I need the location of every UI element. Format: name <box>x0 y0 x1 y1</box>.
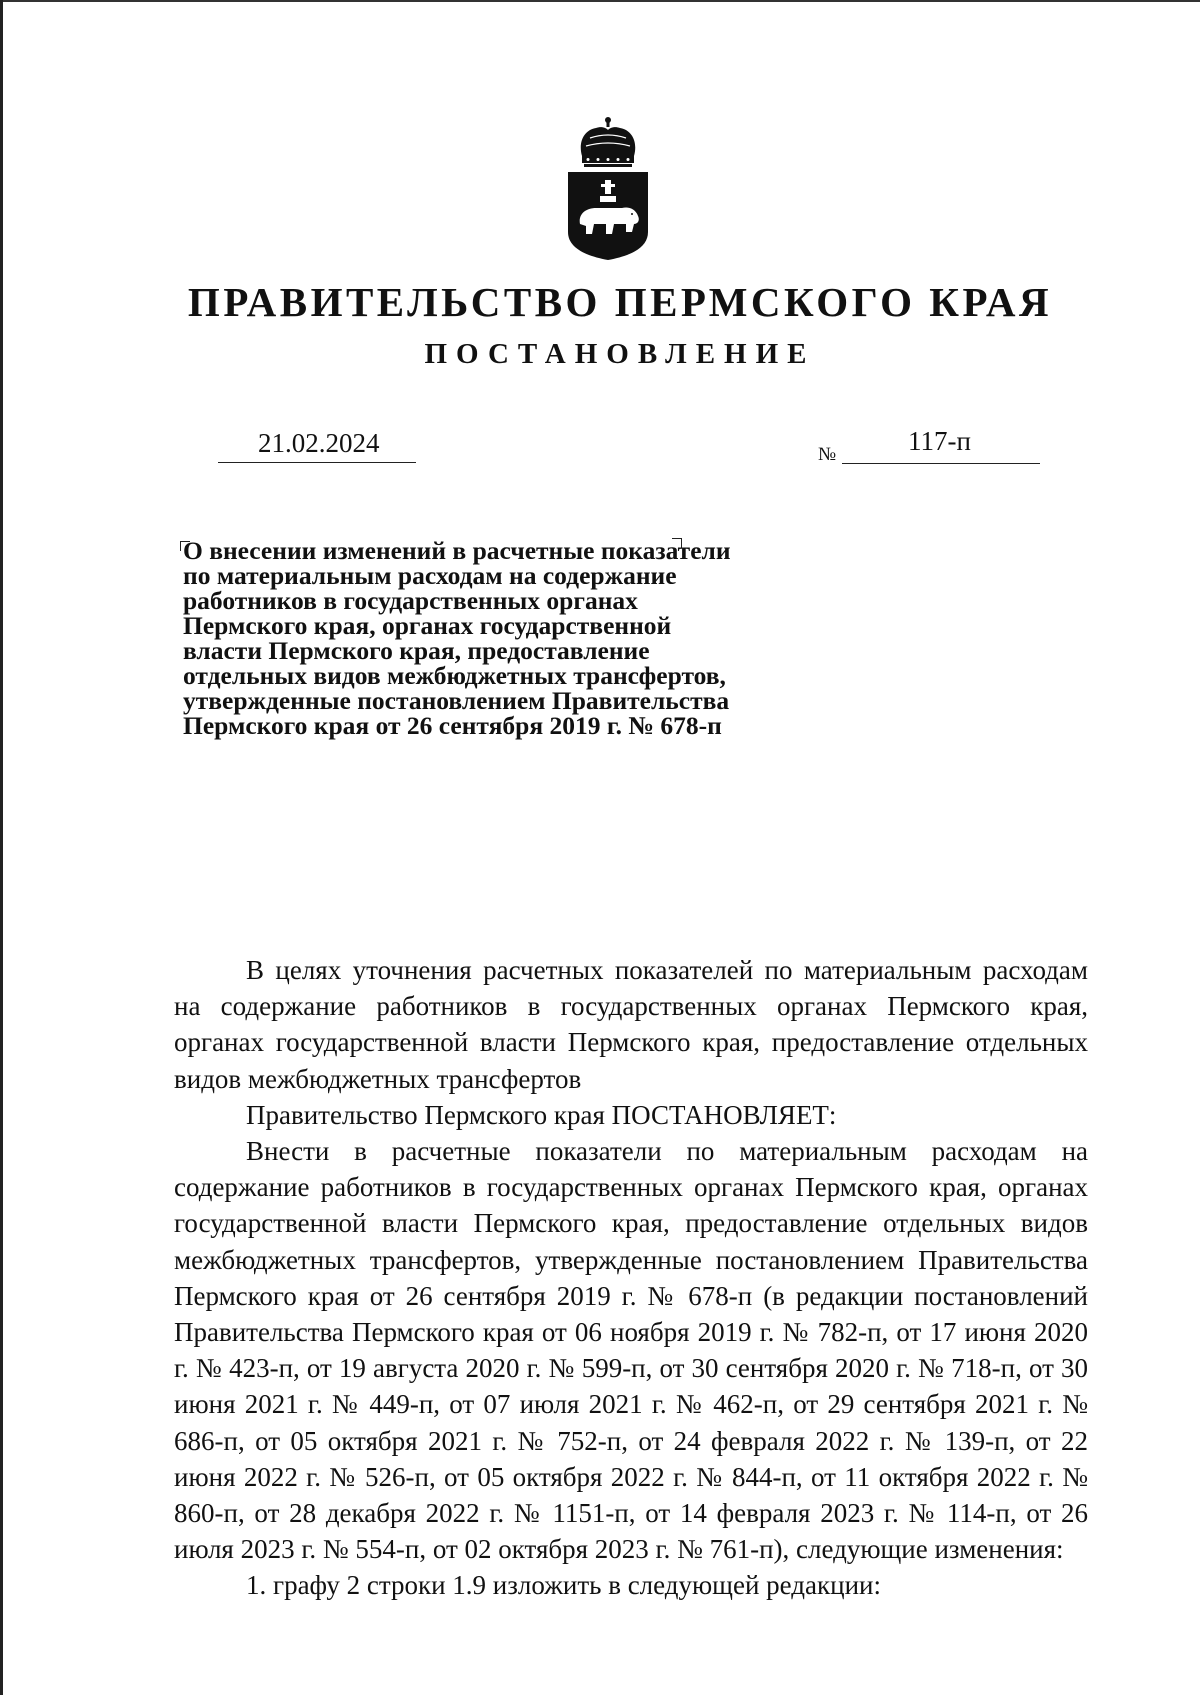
crown-icon <box>581 117 635 167</box>
document-number: 117-п <box>908 426 971 456</box>
document-subject <box>183 538 823 738</box>
page-edge-top <box>0 0 1200 2</box>
document-body <box>174 952 1088 1604</box>
body-paragraph-item-1: 1. графу 2 строки 1.9 изложить в следующей редакции: <box>246 1570 881 1601</box>
subject-line: Пермского края от 26 сентября 2019 г. № 678-п <box>183 711 722 740</box>
date-underline <box>218 462 416 463</box>
subject-line: работников в государственных органах <box>183 586 638 615</box>
body-paragraph-resolves: Правительство Пермского края ПОСТАНОВЛЯЕТ: <box>246 1099 837 1130</box>
number-sign: № <box>818 444 837 465</box>
page-edge-left <box>0 0 3 1695</box>
coat-of-arms-icon <box>564 116 652 262</box>
body-paragraph-amendment: Внести в расчетные показатели по материальным расходам на содержание работников в государственных органах Пермского края, органах государственной власти Пермского края, предоставление отдельных видов межбюджетных трансфертов, утвержденные постановлением Правительства Пермского края от 26 сентября 2019 г. № 678-п (в редакции постановлений Правительства Пермского края от 06 ноября 2019 г. № 782-п, от 17 июня 2020 г. № 423-п, от 19 августа 2020 г. № 599-п, от 30 сентября 2020 г. № 718-п, от 30 июня 2021 г. № 449-п, от 07 июля 2021 г. № 462-п, от 29 сентября 2021 г. № 686-п, от 05 октября 2021 г. № 752-п, от 24 февраля 2022 г. № 139-п, от 22 июня 2022 г. № 526-п, от 05 октября 2022 г. № 844-п, от 11 октября 2022 г. № 860-п, от 28 декабря 2022 г. № 1151-п, от 14 февраля 2023 г. № 114-п, от 26 июля 2023 г. № 554-п, от 02 октября 2023 г. № 761-п), следующие изменения: <box>174 1136 1088 1565</box>
subject-line: утвержденные постановлением Правительства <box>183 686 730 715</box>
document-type-title: ПОСТАНОВЛЕНИЕ <box>424 338 816 370</box>
body-paragraph-preamble: В целях уточнения расчетных показателей по материальным расходам на содержание работников в государственных органах Пермского края, органах государственной власти Пермского края, предоставление отдельных видов межбюджетных трансфертов <box>174 955 1088 1094</box>
government-title: ПРАВИТЕЛЬСТВО ПЕРМСКОГО КРАЯ <box>187 279 1053 325</box>
bear-icon <box>580 207 639 234</box>
subject-line: Пермского края, органах государственной <box>183 611 672 640</box>
subject-line: О внесении изменений в расчетные показатели <box>183 536 731 565</box>
number-underline <box>842 463 1040 464</box>
document-date: 21.02.2024 <box>258 428 380 458</box>
subject-line: отдельных видов межбюджетных трансфертов, <box>183 661 726 690</box>
subject-line: власти Пермского края, предоставление <box>183 636 650 665</box>
subject-line: по материальным расходам на содержание <box>183 561 677 590</box>
